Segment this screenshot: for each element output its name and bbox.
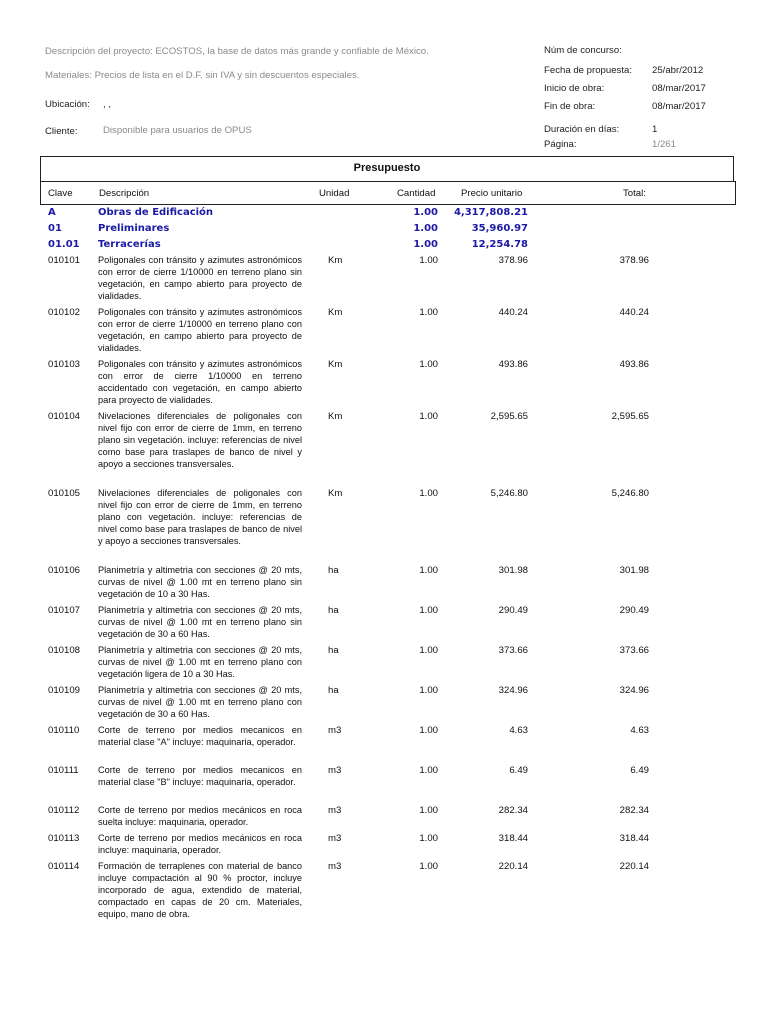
group-descripcion: Terracerías — [98, 239, 161, 250]
table-row — [0, 683, 768, 723]
row-precio: 378.96 — [498, 255, 528, 266]
row-descripcion: Planimetría y altimetria con secciones @ 20 mts, curvas de nivel @ 1.00 mt en terreno plano sin vegetación de 30 a 60 Has. — [98, 605, 302, 639]
row-total: 318.44 — [619, 833, 649, 844]
client-label: Cliente: — [45, 126, 78, 137]
row-clave: 010108 — [48, 645, 81, 656]
row-clave: 010113 — [48, 833, 80, 844]
budget-rows — [0, 205, 768, 919]
row-descripcion: Poligonales con tránsito y azimutes astronómicos con error de cierre 1/10000 en terreno plano sin vegetación, en campo abierto para proyecto de vialidades. — [98, 255, 302, 301]
row-unidad: ha — [328, 565, 339, 576]
client-value: Disponible para usuarios de OPUS — [103, 125, 252, 136]
col-descripcion: Descripción — [99, 188, 150, 199]
row-cantidad: 1.00 — [419, 805, 438, 816]
row-unidad: Km — [328, 359, 343, 370]
group-descripcion: Preliminares — [98, 223, 170, 234]
row-unidad: ha — [328, 605, 339, 616]
group-clave: A — [48, 207, 56, 218]
row-descripcion: Poligonales con tránsito y azimutes astronómicos con error de cierre 1/10000 en terreno accidentado con vegetación, en campo abierto para proyecto de vialidades. — [98, 359, 302, 405]
row-total: 2,595.65 — [611, 411, 649, 422]
row-descripcion: Nivelaciones diferenciales de poligonales con nivel fijo con error de cierre de 1mm, en terreno plano con vegetación. incluye: referencias de nivel como base para traslapes de banco de nivel y apoyo a secciones transversales. — [98, 488, 302, 546]
row-total: 493.86 — [619, 359, 649, 370]
project-description: Descripción del proyecto: ECOSTOS, la base de datos más grande y confiable de México. — [45, 46, 429, 57]
table-row — [0, 859, 768, 919]
row-unidad: ha — [328, 685, 339, 696]
group-cantidad: 1.00 — [413, 239, 438, 250]
group-descripcion: Obras de Edificación — [98, 207, 214, 218]
group-row — [0, 221, 768, 237]
row-unidad: Km — [328, 255, 343, 266]
group-cantidad: 1.00 — [413, 207, 438, 218]
row-descripcion: Poligonales con tránsito y azimutes astronómicos con error de cierre 1/10000 en terreno plano con vegetación, en campo abierto para proyecto de vialidades. — [98, 307, 302, 353]
row-cantidad: 1.00 — [419, 605, 438, 616]
row-cantidad: 1.00 — [419, 861, 438, 872]
group-cantidad: 1.00 — [413, 223, 438, 234]
row-unidad: ha — [328, 645, 339, 656]
col-precio: Precio unitario — [461, 188, 523, 199]
group-precio: 12,254.78 — [471, 239, 528, 250]
group-row — [0, 237, 768, 253]
end-date-label: Fin de obra: — [544, 101, 596, 112]
row-unidad: m3 — [328, 833, 342, 844]
row-cantidad: 1.00 — [419, 255, 438, 266]
row-descripcion: Corte de terreno por medios mecánicos en roca incluye: maquinaria, operador. — [98, 833, 302, 855]
table-row — [0, 643, 768, 683]
row-unidad: Km — [328, 488, 343, 499]
end-date-value: 08/mar/2017 — [652, 101, 706, 112]
row-precio: 220.14 — [498, 861, 528, 872]
row-clave: 010112 — [48, 805, 80, 816]
table-row — [0, 253, 768, 305]
location-label: Ubicación: — [45, 99, 90, 110]
row-unidad: m3 — [328, 861, 342, 872]
row-unidad: Km — [328, 307, 343, 318]
row-clave: 010109 — [48, 685, 81, 696]
row-clave: 010101 — [48, 255, 81, 266]
row-descripcion: Formación de terraplenes con material de banco incluye compactación al 90 % proctor, incluye incorporado de agua, extendido de material, compactado en capas de 20 cm. Materiales, equipo, mano de obra. — [98, 861, 302, 919]
row-cantidad: 1.00 — [419, 411, 438, 422]
contest-number-label: Núm de concurso: — [544, 45, 622, 56]
duration-label: Duración en días: — [544, 124, 620, 135]
row-precio: 6.49 — [509, 765, 528, 776]
start-date-value: 08/mar/2017 — [652, 83, 706, 94]
table-row — [0, 723, 768, 763]
row-precio: 282.34 — [498, 805, 528, 816]
row-unidad: m3 — [328, 805, 342, 816]
table-row — [0, 305, 768, 357]
row-clave: 010103 — [48, 359, 81, 370]
table-row — [0, 763, 768, 803]
row-precio: 324.96 — [498, 685, 528, 696]
group-precio: 4,317,808.21 — [453, 207, 528, 218]
row-total: 324.96 — [619, 685, 649, 696]
row-descripcion: Corte de terreno por medios mecánicos en roca suelta incluye: maquinaria, operador. — [98, 805, 302, 827]
row-unidad: m3 — [328, 725, 342, 736]
row-total: 282.34 — [619, 805, 649, 816]
row-cantidad: 1.00 — [419, 725, 438, 736]
col-clave: Clave — [48, 188, 73, 199]
location-value: , , — [103, 99, 111, 110]
row-precio: 373.66 — [498, 645, 528, 656]
row-clave: 010107 — [48, 605, 81, 616]
row-total: 440.24 — [619, 307, 649, 318]
proposal-date-label: Fecha de propuesta: — [544, 65, 633, 76]
row-total: 5,246.80 — [611, 488, 649, 499]
row-total: 301.98 — [619, 565, 649, 576]
table-row — [0, 803, 768, 831]
table-row — [0, 357, 768, 409]
row-cantidad: 1.00 — [419, 645, 438, 656]
proposal-date-value: 25/abr/2012 — [652, 65, 704, 76]
row-total: 4.63 — [630, 725, 649, 736]
row-clave: 010111 — [48, 765, 79, 776]
duration-value: 1 — [652, 124, 658, 135]
row-precio: 4.63 — [509, 725, 528, 736]
col-cantidad: Cantidad — [397, 188, 436, 199]
group-clave: 01.01 — [48, 239, 80, 250]
row-precio: 290.49 — [498, 605, 528, 616]
row-total: 373.66 — [619, 645, 649, 656]
table-row — [0, 409, 768, 486]
row-unidad: Km — [328, 411, 343, 422]
row-clave: 010104 — [48, 411, 81, 422]
table-row — [0, 831, 768, 859]
row-total: 6.49 — [630, 765, 649, 776]
row-clave: 010105 — [48, 488, 81, 499]
row-descripcion: Planimetría y altimetria con secciones @ 20 mts, curvas de nivel @ 1.00 mt en terreno plano con vegetación de 30 a 60 Has. — [98, 685, 302, 719]
row-unidad: m3 — [328, 765, 342, 776]
page-value: 1/261 — [652, 139, 677, 150]
group-precio: 35,960.97 — [471, 223, 528, 234]
row-clave: 010114 — [48, 861, 80, 872]
row-clave: 010102 — [48, 307, 81, 318]
row-cantidad: 1.00 — [419, 565, 438, 576]
group-row — [0, 205, 768, 221]
col-unidad: Unidad — [319, 188, 350, 199]
budget-title: Presupuesto — [40, 156, 734, 181]
row-descripcion: Nivelaciones diferenciales de poligonales con nivel fijo con error de cierre de 1mm, en terreno plano sin vegetación. incluye: referencias de nivel como base para traslapes de banco de nivel y apoyo a secciones transversales. — [98, 411, 302, 469]
row-precio: 5,246.80 — [490, 488, 528, 499]
group-clave: 01 — [48, 223, 62, 234]
materials-note: Materiales: Precios de lista en el D.F. sin IVA y sin descuentos especiales. — [45, 70, 360, 81]
row-total: 290.49 — [619, 605, 649, 616]
table-row — [0, 603, 768, 643]
row-descripcion: Planimetría y altimetria con secciones @ 20 mts, curvas de nivel @ 1.00 mt en terreno plano sin vegetación de 10 a 30 Has. — [98, 565, 302, 599]
row-descripcion: Planimetría y altimetria con secciones @ 20 mts, curvas de nivel @ 1.00 mt en terreno plano con vegetación ligera de 10 a 30 Has. — [98, 645, 302, 679]
table-row — [0, 563, 768, 603]
row-cantidad: 1.00 — [419, 765, 438, 776]
row-precio: 440.24 — [498, 307, 528, 318]
row-descripcion: Corte de terreno por medios mecanicos en material clase "B" incluye: maquinaria, operador. — [98, 765, 302, 787]
row-cantidad: 1.00 — [419, 488, 438, 499]
col-total: Total: — [623, 188, 646, 199]
row-total: 378.96 — [619, 255, 649, 266]
row-clave: 010110 — [48, 725, 80, 736]
row-precio: 301.98 — [498, 565, 528, 576]
row-total: 220.14 — [619, 861, 649, 872]
row-precio: 2,595.65 — [490, 411, 528, 422]
row-clave: 010106 — [48, 565, 81, 576]
table-header — [40, 181, 736, 205]
row-descripcion: Corte de terreno por medios mecanicos en material clase "A" incluye: maquinaria, operador. — [98, 725, 302, 747]
page-label: Página: — [544, 139, 577, 150]
row-cantidad: 1.00 — [419, 685, 438, 696]
row-cantidad: 1.00 — [419, 833, 438, 844]
table-row — [0, 486, 768, 563]
row-precio: 318.44 — [498, 833, 528, 844]
start-date-label: Inicio de obra: — [544, 83, 605, 94]
row-precio: 493.86 — [498, 359, 528, 370]
row-cantidad: 1.00 — [419, 307, 438, 318]
row-cantidad: 1.00 — [419, 359, 438, 370]
